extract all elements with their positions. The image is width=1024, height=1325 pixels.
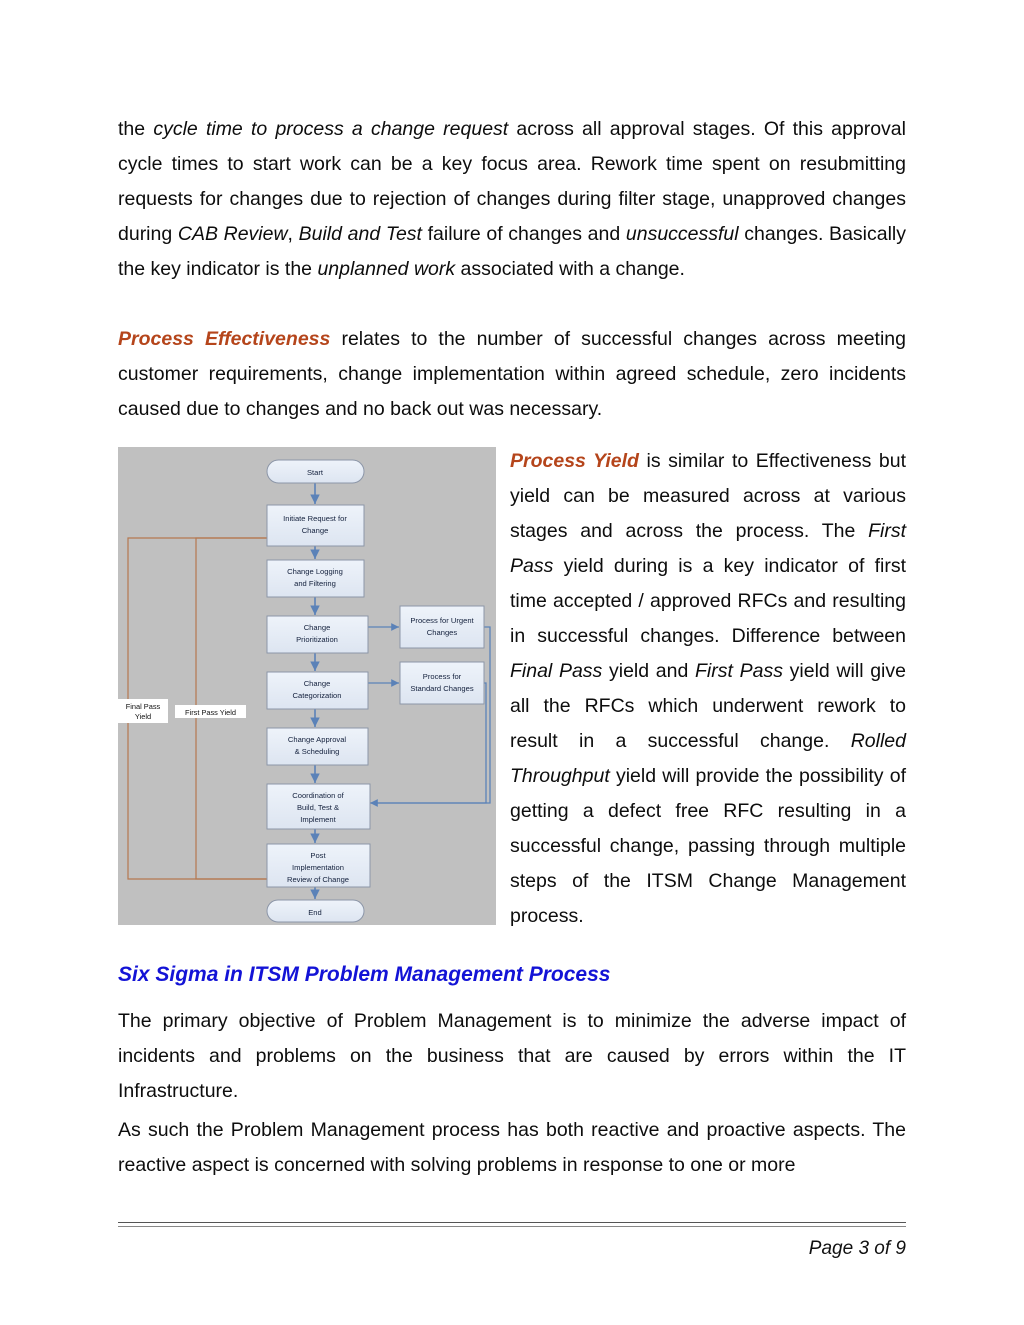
- p1-run-6-italic: Build and Test: [298, 223, 422, 245]
- p2-rest: relates to the number of successful changes across meeting customer requirements, change implementation within agreed schedule, zero incidents caused due to changes and no back out was necessary.: [118, 328, 906, 420]
- svg-text:Build, Test &: Build, Test &: [296, 803, 340, 812]
- itsm-change-management-flowchart: [118, 447, 496, 925]
- figure-and-wrapped-text: [118, 444, 906, 934]
- p3-run-9: yield will provide the possibility of getting a defect free RFC resulting in a successful change, passing through multiple steps of the ITSM Change Management process.: [510, 765, 906, 927]
- p3-run-3: yield during is a key indicator of first time accepted / approved RFCs and resulting in successful changes. Difference between: [510, 555, 906, 647]
- svg-text:Change Logging: Change Logging: [287, 567, 343, 576]
- p1-run-11: associated with a change.: [455, 258, 685, 280]
- p3-run-8-italic: Rolled Throughput: [510, 730, 906, 787]
- svg-text:Final Pass: Final Pass: [125, 702, 161, 711]
- p1-run-2-italic: cycle time to process a change request: [153, 118, 509, 140]
- p1-run-8-italic: unsuccessful: [625, 223, 739, 245]
- svg-text:Change: Change: [303, 623, 331, 632]
- svg-text:Change Approval: Change Approval: [287, 735, 347, 744]
- svg-text:& Scheduling: & Scheduling: [294, 747, 340, 756]
- p3-run-7: yield will give all the RFCs which underwent rework to result in a successful change.: [510, 660, 906, 752]
- p3-run-5: yield and: [602, 660, 696, 682]
- svg-text:Categorization: Categorization: [292, 691, 342, 700]
- p1-run-10-italic: unplanned work: [317, 258, 456, 280]
- svg-text:Change: Change: [301, 526, 329, 535]
- p1-run-3: across all approval stages. Of this approval cycle times to start work can be a key focus area. Rework time spent on resubmitting requests for changes due to rejection of changes during filter stage, unapproved changes during: [118, 118, 906, 245]
- svg-text:Initiate Request for: Initiate Request for: [283, 514, 347, 523]
- process-yield-lead: Process Yield: [510, 450, 639, 472]
- svg-text:Post: Post: [310, 851, 326, 860]
- svg-text:Coordination of: Coordination of: [292, 791, 344, 800]
- footer-divider-secondary: [118, 1226, 906, 1227]
- svg-text:and Filtering: and Filtering: [294, 579, 336, 588]
- flowchart-svg: [118, 447, 496, 925]
- svg-text:Implementation: Implementation: [292, 863, 344, 872]
- svg-text:Implement: Implement: [300, 815, 336, 824]
- paragraph-process-effectiveness: [118, 322, 906, 427]
- p1-run-1: the: [118, 118, 154, 140]
- p3-run-1: is similar to Effectiveness but yield can be measured across at various stages and across the process. The: [510, 450, 907, 542]
- p1-run-4-italic: CAB Review: [177, 223, 288, 245]
- p1-run-5: ,: [287, 223, 299, 245]
- svg-text:Standard Changes: Standard Changes: [410, 684, 474, 693]
- heading-six-sigma-problem-management: Six Sigma in ITSM Problem Management Process: [118, 963, 611, 986]
- paragraph-cycle-time: [118, 112, 906, 287]
- svg-text:Review of Change: Review of Change: [286, 875, 350, 884]
- svg-text:Process for: Process for: [422, 672, 462, 681]
- p3-run-4-italic: Final Pass: [510, 660, 603, 682]
- process-effectiveness-lead: Process Effectiveness: [118, 328, 331, 350]
- svg-text:End: End: [308, 908, 322, 917]
- p3-run-2-italic: First Pass: [510, 520, 906, 577]
- svg-text:Start: Start: [306, 468, 324, 477]
- p3-run-6-italic: First Pass: [695, 660, 783, 682]
- svg-text:First Pass Yield: First Pass Yield: [185, 708, 236, 717]
- paragraph-problem-management-objective: The primary objective of Problem Management is to minimize the adverse impact of incidents and problems on the business that are caused by errors within the IT Infrastructure.: [118, 1010, 906, 1102]
- paragraph-reactive-proactive: As such the Problem Management process has both reactive and proactive aspects. The reactive aspect is concerned with solving problems in response to one or more: [118, 1119, 906, 1176]
- svg-text:Yield: Yield: [134, 712, 152, 721]
- p1-run-9: changes. Basically the key indicator is the: [118, 223, 906, 280]
- footer-divider: [118, 1222, 906, 1223]
- svg-text:Changes: Changes: [426, 628, 458, 637]
- page-content: [118, 112, 906, 1183]
- svg-text:Process for Urgent: Process for Urgent: [410, 616, 474, 625]
- p1-run-7: failure of changes and: [421, 223, 626, 245]
- svg-text:Prioritization: Prioritization: [296, 635, 338, 644]
- page-number: Page 3 of 9: [808, 1238, 906, 1259]
- svg-text:Change: Change: [303, 679, 331, 688]
